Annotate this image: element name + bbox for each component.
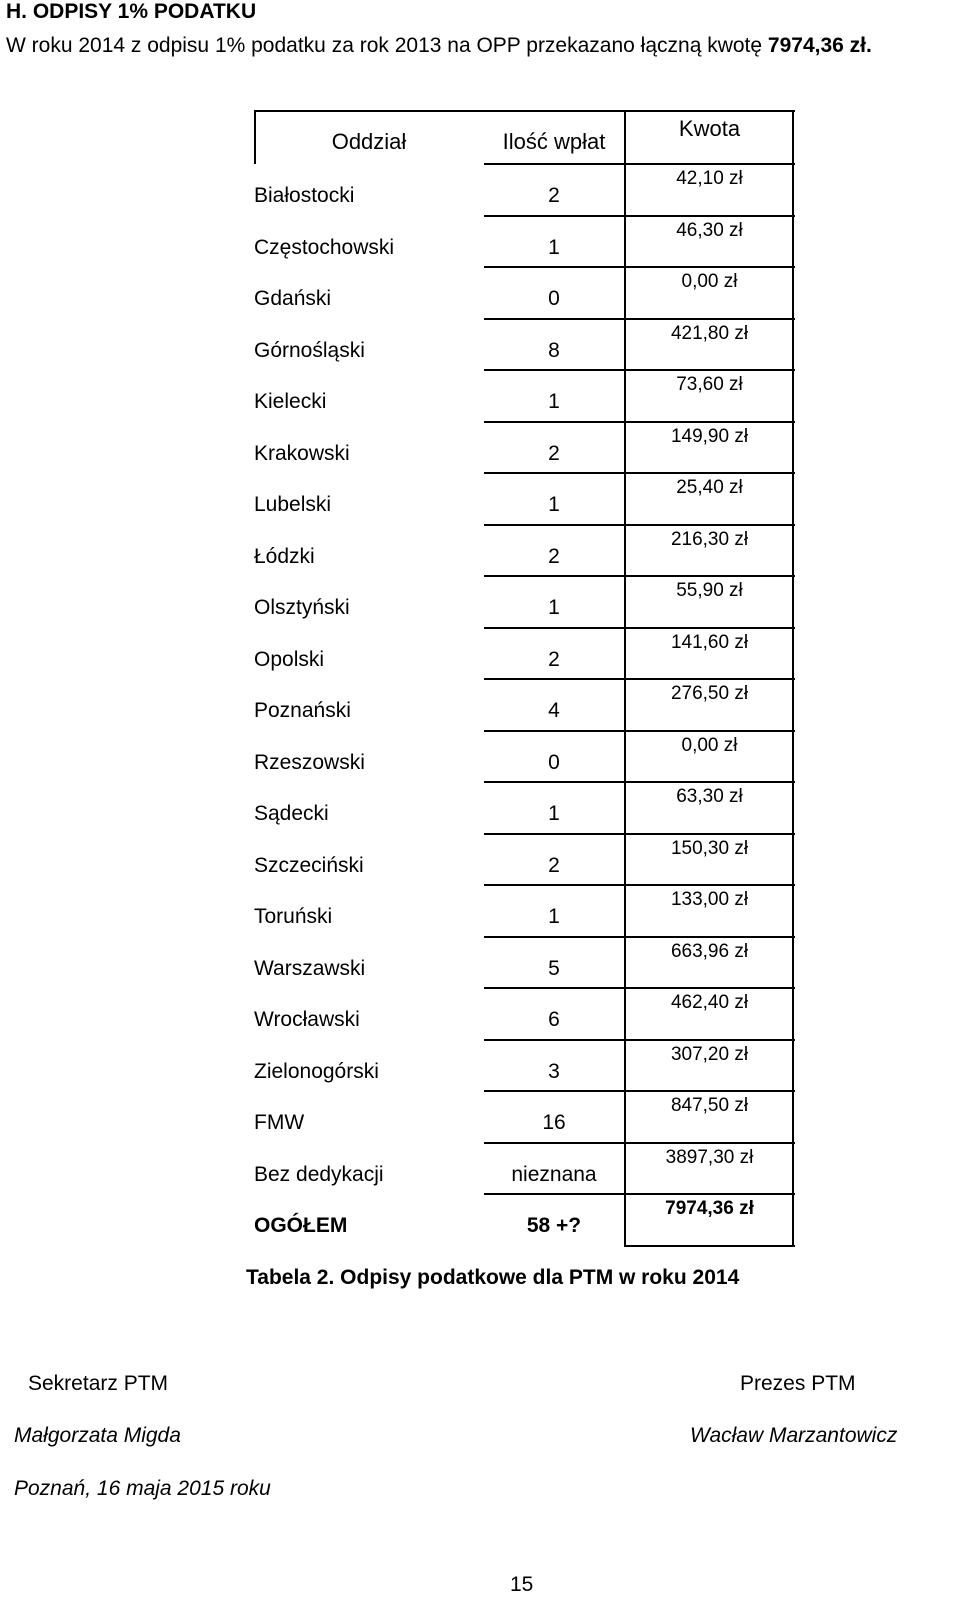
cell-branch: Krakowski (254, 441, 350, 465)
cell-branch: Kielecki (254, 390, 327, 413)
table-rule (484, 627, 795, 629)
cell-count: nieznana (511, 1162, 597, 1186)
header-branch: Oddział (331, 129, 407, 154)
table-rule (484, 266, 795, 268)
cell-branch: Opolski (254, 647, 325, 671)
table-row (254, 937, 795, 989)
table-rule (484, 987, 795, 989)
cell-count: 16 (542, 1111, 566, 1134)
table-row (254, 731, 795, 783)
table-row (254, 885, 795, 937)
cell-amount: 73,60 zł (676, 374, 743, 395)
cell-amount: 55,90 zł (676, 580, 743, 601)
cell-branch: Szczeciński (254, 853, 364, 877)
table-rule (484, 1142, 795, 1144)
table-rule (484, 215, 795, 217)
cell-branch: Łódzki (254, 544, 315, 568)
cell-count: 5 (548, 956, 560, 980)
table-rule (624, 1245, 795, 1247)
cell-count: 4 (548, 699, 560, 722)
table-rule (484, 1090, 795, 1092)
cell-branch: Olsztyński (254, 596, 350, 619)
cell-count: 1 (548, 905, 560, 928)
table-rule (484, 575, 795, 577)
cell-branch: Warszawski (254, 956, 366, 980)
table-row (254, 1040, 795, 1092)
table-left-border (254, 111, 256, 164)
table-row (254, 319, 795, 371)
table-row (254, 834, 795, 886)
cell-amount: 141,60 zł (670, 631, 749, 653)
cell-branch: Lubelski (254, 493, 332, 516)
table-row (254, 473, 795, 525)
cell-branch: OGÓŁEM (254, 1214, 348, 1237)
table-header-row (254, 111, 795, 164)
cell-amount: 847,50 zł (670, 1095, 749, 1116)
cell-amount: 216,30 zł (670, 528, 749, 550)
cell-amount: 149,90 zł (670, 425, 749, 447)
table-row (254, 1091, 795, 1143)
table-row (254, 267, 795, 319)
table-rule (484, 318, 795, 320)
table-row (254, 576, 795, 628)
table-row (254, 164, 795, 216)
president-name: Wacław Marzantowicz (690, 1424, 898, 1447)
cell-count: 2 (548, 184, 560, 207)
table-rule (484, 884, 795, 886)
cell-count: 1 (548, 235, 560, 259)
cell-amount: 3897,30 zł (665, 1146, 754, 1168)
cell-branch: Poznański (254, 699, 351, 722)
cell-branch: Rzeszowski (254, 750, 365, 774)
cell-count: 2 (548, 544, 560, 568)
cell-amount: 307,20 zł (670, 1043, 749, 1065)
table-rule (484, 472, 795, 474)
table-rule (484, 421, 795, 423)
table-row (254, 216, 795, 268)
table-rule (484, 678, 795, 680)
cell-amount: 7974,36 zł (665, 1198, 754, 1219)
cell-branch: Zielonogórski (254, 1059, 379, 1083)
table-rule (484, 369, 795, 371)
cell-amount: 421,80 zł (670, 322, 749, 344)
table-total-row (254, 1194, 795, 1246)
table-rule (484, 1193, 795, 1195)
cell-count: 8 (548, 338, 560, 362)
cell-count: 6 (548, 1008, 560, 1031)
table-row (254, 422, 795, 474)
cell-amount: 63,30 zł (676, 786, 743, 807)
table-rule (484, 1039, 795, 1041)
table-row (254, 525, 795, 577)
cell-amount: 42,10 zł (676, 168, 743, 189)
cell-count: 0 (548, 287, 560, 310)
table-rule (484, 833, 795, 835)
page-number: 15 (510, 1573, 534, 1596)
cell-amount: 25,40 zł (676, 477, 743, 498)
cell-count: 3 (548, 1059, 560, 1083)
table-rule (484, 524, 795, 526)
president-title: Prezes PTM (740, 1372, 856, 1395)
intro-paragraph (6, 34, 872, 58)
section-heading: H. ODPISY 1% PODATKU (6, 0, 257, 23)
cell-count: 2 (548, 647, 560, 671)
cell-branch: Wrocławski (254, 1008, 360, 1031)
table-rule (484, 781, 795, 783)
cell-branch: Gdański (254, 287, 332, 310)
table-row (254, 628, 795, 680)
cell-amount: 0,00 zł (681, 271, 738, 292)
cell-count: 1 (548, 596, 560, 619)
cell-count: 1 (548, 493, 560, 516)
cell-branch: Górnośląski (254, 338, 365, 362)
cell-count: 0 (548, 750, 560, 774)
table-rule (484, 730, 795, 732)
intro-text: W roku 2014 z odpisu 1% podatku za rok 2013 na OPP przekazano łączną kwotę (6, 34, 768, 57)
cell-count: 58 +? (526, 1214, 582, 1237)
cell-count: 1 (548, 390, 560, 413)
header-amount: Kwota (678, 116, 741, 141)
cell-amount: 462,40 zł (670, 992, 749, 1013)
cell-count: 2 (548, 853, 560, 877)
cell-amount: 133,00 zł (670, 889, 749, 910)
table-row (254, 988, 795, 1040)
cell-branch: Częstochowski (254, 235, 395, 259)
cell-amount: 0,00 zł (681, 734, 738, 756)
cell-amount: 276,50 zł (670, 683, 749, 704)
secretary-title: Sekretarz PTM (28, 1372, 169, 1395)
cell-amount: 663,96 zł (670, 940, 749, 962)
cell-amount: 150,30 zł (670, 837, 749, 859)
table-caption: Tabela 2. Odpisy podatkowe dla PTM w roku 2014 (246, 1266, 740, 1289)
cell-branch: Bez dedykacji (254, 1162, 384, 1186)
cell-count: 1 (548, 802, 560, 825)
table-row (254, 1143, 795, 1195)
cell-branch: Sądecki (254, 802, 329, 825)
table-row (254, 370, 795, 422)
place-date: Poznań, 16 maja 2015 roku (14, 1477, 271, 1500)
cell-amount: 46,30 zł (676, 219, 743, 241)
table-rule (254, 110, 795, 112)
cell-branch: Białostocki (254, 184, 355, 207)
table-rule (484, 163, 795, 165)
table-row (254, 679, 795, 731)
header-count: Ilość wpłat (502, 129, 606, 154)
intro-amount: 7974,36 zł. (767, 34, 872, 57)
cell-count: 2 (548, 441, 560, 465)
table-row (254, 782, 795, 834)
table-rule (484, 936, 795, 938)
secretary-name: Małgorzata Migda (14, 1424, 181, 1447)
cell-branch: FMW (254, 1111, 305, 1134)
cell-branch: Toruński (254, 905, 333, 928)
